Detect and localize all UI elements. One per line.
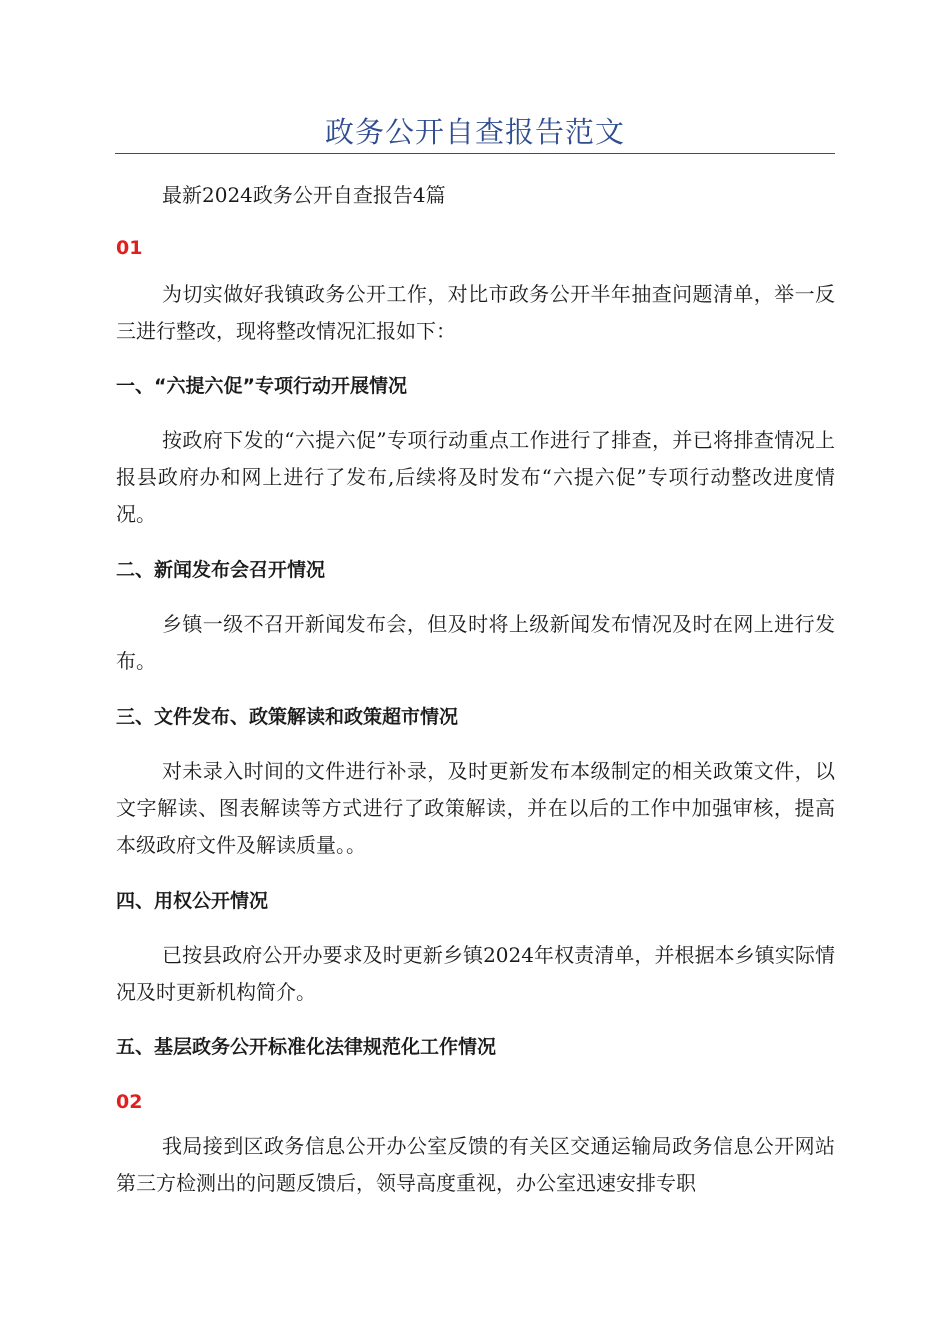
section-number-01: 01 — [116, 237, 143, 259]
section-02-intro: 我局接到区政务信息公开办公室反馈的有关区交通运输局政务信息公开网站第三方检测出的问题反馈后，领导高度重视，办公室迅速安排专职 — [116, 1134, 835, 1195]
paragraph-document-release: 对未录入时间的文件进行补录，及时更新发布本级制定的相关政策文件，以文字解读、图表解读等方式进行了政策解读，并在以后的工作中加强审核，提高本级政府文件及解读质量。。 — [116, 759, 835, 857]
heading-press-conference: 二、新闻发布会召开情况 — [116, 559, 326, 581]
paragraph-press-conference: 乡镇一级不召开新闻发布会，但及时将上级新闻发布情况及时在网上进行发布。 — [116, 612, 835, 673]
paragraph-liuti-liucu: 按政府下发的“六提六促”专项行动重点工作进行了排查，并已将排查情况上报县政府办和网上进行了发布,后续将及时发布“六提六促”专项行动整改进度情况。 — [116, 428, 835, 526]
paragraph-power-disclosure: 已按县政府公开办要求及时更新乡镇2024年权责清单，并根据本乡镇实际情况及时更新机构简介。 — [116, 943, 835, 1004]
heading-grassroots-standardization: 五、基层政务公开标准化法律规范化工作情况 — [116, 1036, 497, 1058]
section-number-02: 02 — [116, 1091, 143, 1113]
heading-liuti-liucu: 一、“六提六促”专项行动开展情况 — [116, 375, 407, 397]
title-underline — [115, 153, 835, 154]
heading-power-disclosure: 四、用权公开情况 — [116, 890, 269, 912]
section-01-intro: 为切实做好我镇政务公开工作，对比市政务公开半年抽查问题清单，举一反三进行整改，现将整改情况汇报如下： — [116, 282, 835, 343]
document-title: 政务公开自查报告范文 — [324, 115, 625, 149]
heading-document-release: 三、文件发布、政策解读和政策超市情况 — [116, 706, 459, 728]
document-subtitle: 最新2024政务公开自查报告4篇 — [162, 183, 446, 207]
